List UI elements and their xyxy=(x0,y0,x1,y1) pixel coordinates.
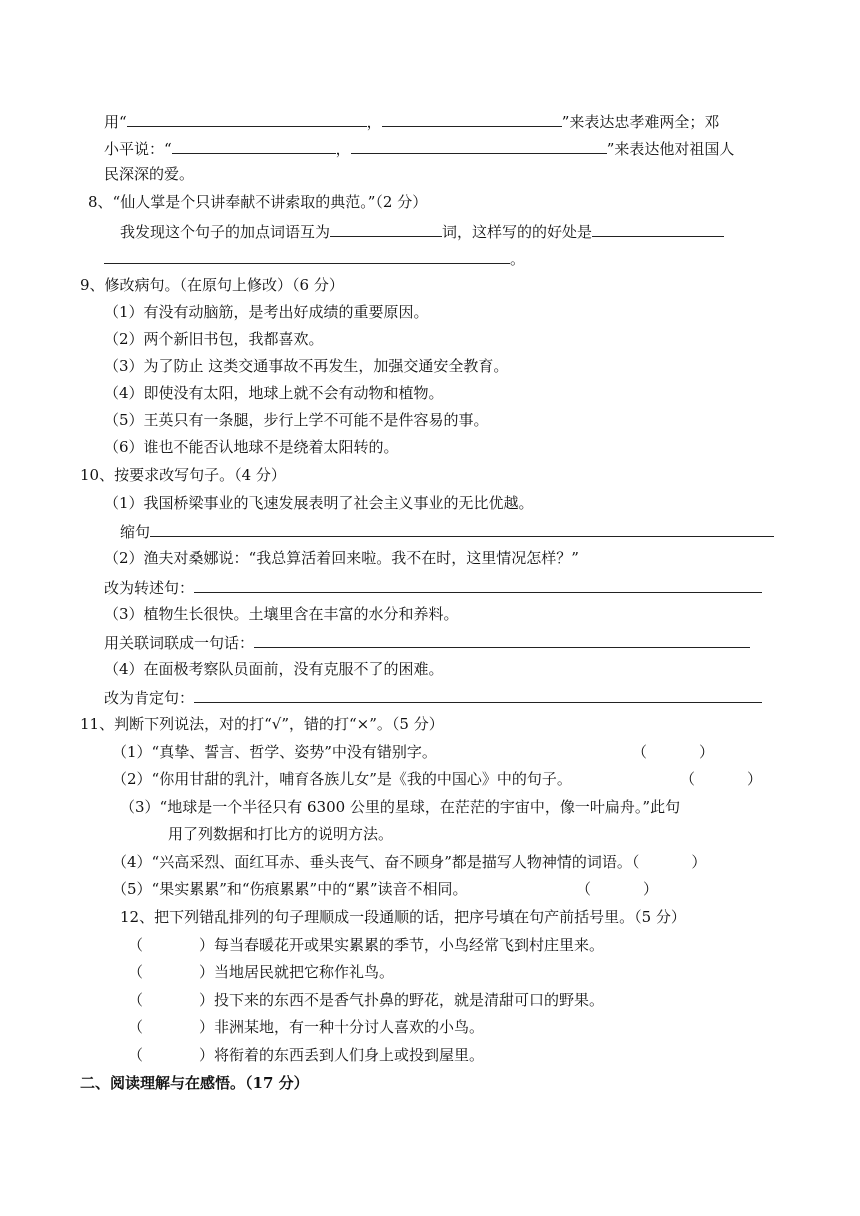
q12-item-3: （ ）投下来的东西不是香气扑鼻的野花，就是清甜可口的野果。 xyxy=(128,991,605,1009)
q9-title: 9、修改病句。（在原句上修改）（6 分） xyxy=(80,276,344,294)
answer-blank[interactable] xyxy=(382,110,562,127)
q11-answer-box-5[interactable]: （ ） xyxy=(576,880,659,898)
q12-order-box[interactable]: （ ） xyxy=(128,1018,215,1036)
q12-title: 12、把下列错乱排列的句子理顺成一段通顺的话，把序号填在句产前括号里。（5 分） xyxy=(120,908,686,926)
answer-blank[interactable] xyxy=(592,220,724,237)
q8-line-2: 。 xyxy=(104,247,525,269)
q12-item-1: （ ）每当春暖花开或果实累累的季节，小鸟经常飞到村庄里来。 xyxy=(128,936,605,954)
q11-answer-box-2[interactable]: （ ） xyxy=(680,770,763,788)
q8-title: 8、“仙人掌是个只讲奉献不讲索取的典范。”（2 分） xyxy=(88,193,428,211)
answer-blank[interactable] xyxy=(194,576,762,593)
q10-sentence-4: （4）在面极考察队员面前，没有克服不了的困难。 xyxy=(104,660,444,678)
q12-order-box[interactable]: （ ） xyxy=(128,963,215,981)
intro-line-2: 小平说：“ ， ”来表达他对祖国人 xyxy=(104,137,734,159)
q12-item-5: （ ）将衔着的东西丢到人们身上或投到屋里。 xyxy=(128,1046,485,1064)
answer-blank[interactable] xyxy=(351,137,607,154)
answer-blank[interactable] xyxy=(194,686,762,703)
q12-order-box[interactable]: （ ） xyxy=(128,991,215,1009)
q10-answer-4: 改为肯定句： xyxy=(104,686,762,708)
q10-title: 10、按要求改写句子。（4 分） xyxy=(80,466,286,484)
q10-sentence-3: （3）植物生长很快。土壤里含在丰富的水分和养料。 xyxy=(104,605,459,623)
q9-item-1: （1）有没有动脑筋，是考出好成绩的重要原因。 xyxy=(104,303,429,321)
q11-item-5: （5）“果实累累”和“伤痕累累”中的“累”读音不相同。 xyxy=(112,880,468,898)
q9-item-6: （6）谁也不能否认地球不是绕着太阳转的。 xyxy=(104,438,399,456)
q12-order-box[interactable]: （ ） xyxy=(128,936,215,954)
answer-blank[interactable] xyxy=(172,137,336,154)
intro-line-3: 民深深的爱。 xyxy=(104,165,195,183)
q9-item-2: （2）两个新旧书包，我都喜欢。 xyxy=(104,330,324,348)
q11-item-2: （2）“你用甘甜的乳汁，哺育各族儿女”是《我的中国心》中的句子。 xyxy=(112,770,572,788)
answer-blank[interactable] xyxy=(330,220,442,237)
answer-blank[interactable] xyxy=(254,631,750,648)
q9-item-4: （4）即使没有太阳，地球上就不会有动物和植物。 xyxy=(104,384,444,402)
q10-sentence-1: （1）我国桥梁事业的飞速发展表明了社会主义事业的无比优越。 xyxy=(104,494,534,512)
q11-item-3a: （3）“地球是一个半径只有 6300 公里的星球，在茫茫的宇宙中，像一叶扁舟。”此句 xyxy=(120,798,681,816)
q12-item-4: （ ）非洲某地，有一种十分讨人喜欢的小鸟。 xyxy=(128,1018,485,1036)
answer-blank[interactable] xyxy=(104,247,510,264)
q11-answer-box-4[interactable]: （ ） xyxy=(631,853,707,871)
q12-item-2: （ ）当地居民就把它称作礼鸟。 xyxy=(128,963,395,981)
q10-answer-2: 改为转述句： xyxy=(104,576,762,598)
answer-blank[interactable] xyxy=(127,110,367,127)
q9-item-5: （5）王英只有一条腿，步行上学不可能不是件容易的事。 xyxy=(104,411,489,429)
q11-answer-box-1[interactable]: （ ） xyxy=(632,743,715,761)
q8-line-1: 我发现这个句子的加点词语互为 词，这样写的的好处是 xyxy=(120,220,724,242)
q10-sentence-2: （2）渔夫对桑娜说：“我总算活着回来啦。我不在时，这里情况怎样？” xyxy=(104,549,579,567)
q10-answer-1: 缩句 xyxy=(120,520,774,542)
q12-order-box[interactable]: （ ） xyxy=(128,1046,215,1064)
q11-item-1: （1）“真挚、誓言、哲学、姿势”中没有错别字。 xyxy=(112,743,437,761)
intro-line-1: 用“ ， ”来表达忠孝难两全；邓 xyxy=(104,110,719,132)
q11-item-4: （4）“兴高采烈、面红耳赤、垂头丧气、奋不顾身”都是描写人物神情的词语。（ ） xyxy=(112,853,707,871)
answer-blank[interactable] xyxy=(150,520,774,537)
q11-title: 11、判断下列说法，对的打“√”，错的打“×”。（5 分） xyxy=(80,715,444,733)
q10-answer-3: 用关联词联成一句话： xyxy=(104,631,750,653)
q9-item-3: （3）为了防止 这类交通事故不再发生，加强交通安全教育。 xyxy=(104,357,509,375)
q11-item-3b: 用了列数据和打比方的说明方法。 xyxy=(168,825,394,843)
section-2-heading: 二、阅读理解与在感悟。（17 分） xyxy=(80,1074,309,1092)
